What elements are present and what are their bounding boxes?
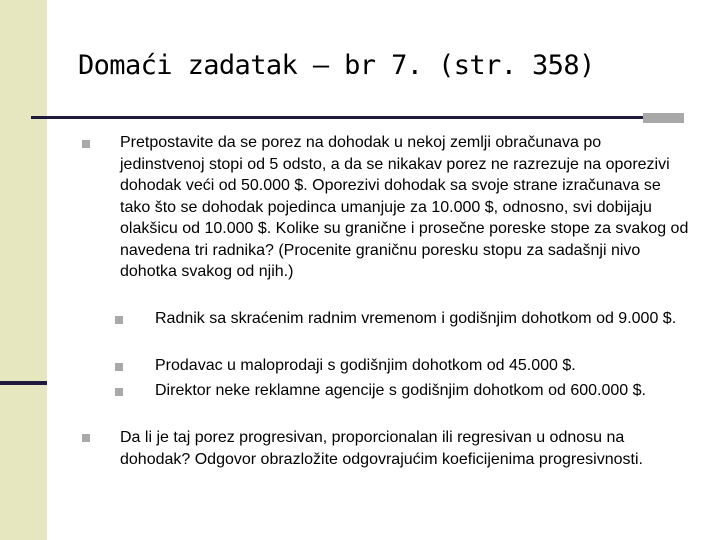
sub-bullet-text-salesperson: Prodavac u maloprodaji s godišnjim dohotkom od 45.000 $. xyxy=(155,357,576,374)
bullet-text-task: Pretpostavite da se porez na dohodak u nekoj zemlji obračunava po jedinstvenoj stopi od 5 odsto, a da se nikakav porez ne razrezuje na oporezivi dohodak veći od 50.000 $. Oporezivi dohodak sa svoje strane izračunava se tako što se dohodak pojedinca umanjuje za 10.000 $, odnosno, svi dobijaju olakšicu od 10.000 $. Kolike su granične i prosečne poreske stope za svakog od navedena tri radnika? (Procenite graničnu poresku stopu za sadašnji nivo dohotka svakog od njih.) xyxy=(120,134,689,280)
sub-bullet-marker xyxy=(115,363,123,371)
bullet-text-question: Da li je taj porez progresivan, proporcionalan ili regresivan u odnosu na dohodak? Odgovor obrazložite odgovrajućim koeficijenima progresivnosti. xyxy=(120,429,643,468)
sub-bullet-text-part-time-worker: Radnik sa skraćenim radnim vremenom i godišnjim dohotkom od 9.000 $. xyxy=(155,310,677,327)
left-band-divider xyxy=(0,381,47,385)
title-underline xyxy=(31,116,643,119)
slide-title: Domaći zadatak – br 7. (str. 358) xyxy=(78,50,595,81)
bullet-marker xyxy=(82,434,90,442)
title-underline-accent xyxy=(643,113,684,123)
left-decorative-band xyxy=(0,0,47,540)
sub-bullet-marker xyxy=(115,388,123,396)
sub-bullet-text-director: Direktor neke reklamne agencije s godišnjim dohotkom od 600.000 $. xyxy=(155,382,646,399)
bullet-marker xyxy=(82,140,90,148)
sub-bullet-marker xyxy=(115,316,123,324)
